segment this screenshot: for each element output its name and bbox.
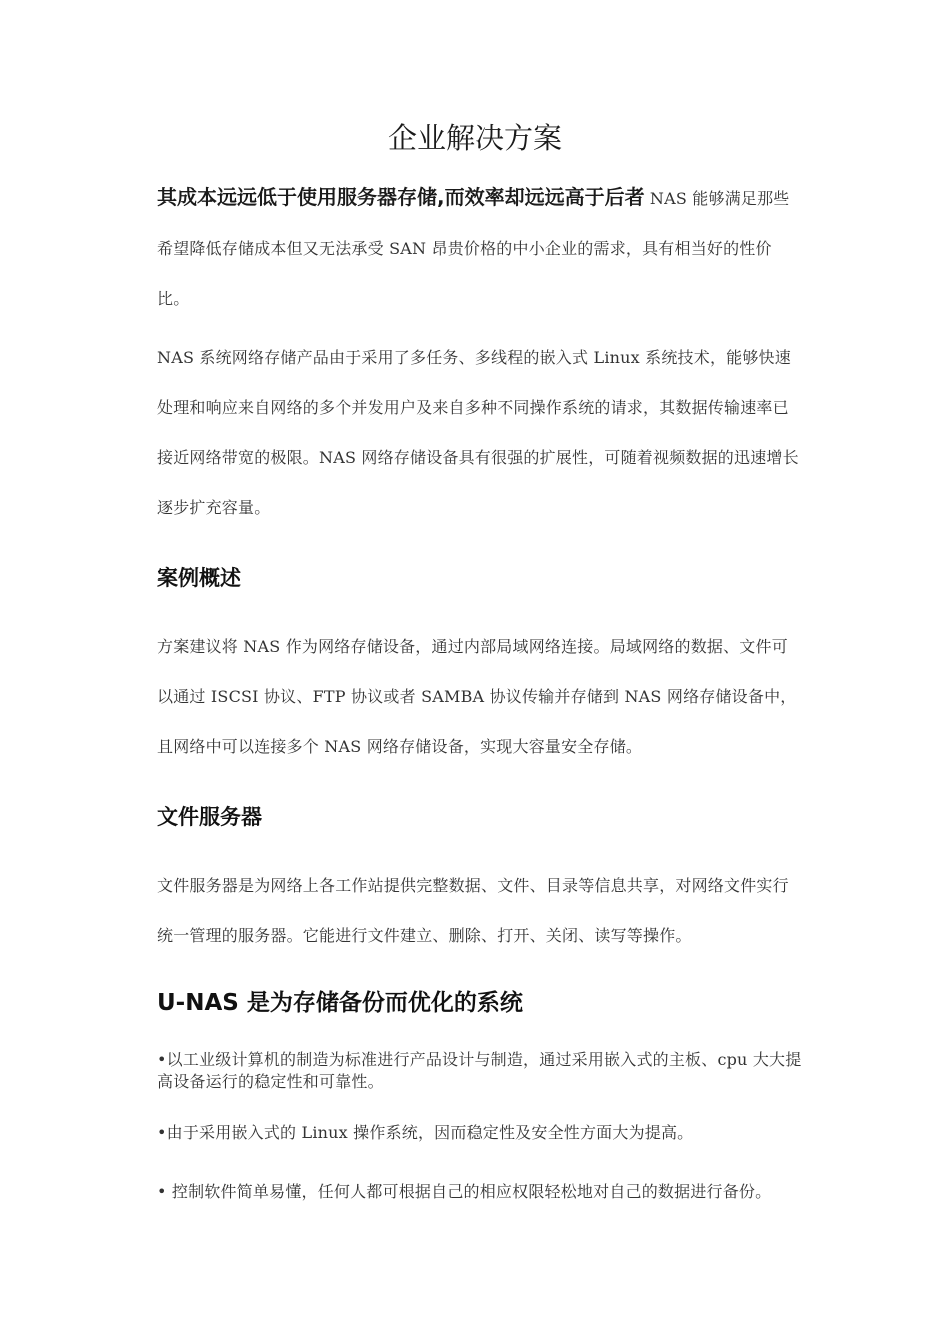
- case-overview-paragraph: 方案建议将 NAS 作为网络存储设备，通过内部局域网络连接。局域网络的数据、文件可以通过 ISCSI 协议、FTP 协议或者 SAMBA 协议传输并存储到 NAS 网络存储设备中，且网络中可以连接多个 NAS 网络存储设备，实现大容量安全存储。: [157, 637, 797, 756]
- unas-heading: U-NAS 是为存储备份而优化的系统: [157, 990, 523, 1016]
- unas-bullet-item: • 控制软件简单易懂，任何人都可根据自己的相应权限轻松地对自己的数据进行备份。: [157, 1182, 772, 1201]
- intro-paragraph: [157, 172, 802, 324]
- intro-rest-text: NAS 能够满足那些希望降低存储成本但又无法承受 SAN 昂贵价格的中小企业的需求，具有相当好的性价比。: [157, 189, 790, 308]
- unas-bullet-item: •由于采用嵌入式的 Linux 操作系统，因而稳定性及安全性方面大为提高。: [157, 1123, 694, 1142]
- file-server-heading: 文件服务器: [157, 805, 262, 829]
- nas-system-paragraph: NAS 系统网络存储产品由于采用了多任务、多线程的嵌入式 Linux 系统技术，能够快速处理和响应来自网络的多个并发用户及来自多种不同操作系统的请求，其数据传输速率已接近网络带宽的极限。NAS 网络存储设备具有很强的扩展性，可随着视频数据的迅速增长逐步扩充容量。: [157, 348, 799, 517]
- document-title: 企业解决方案: [387, 121, 562, 155]
- file-server-paragraph: 文件服务器是为网络上各工作站提供完整数据、文件、目录等信息共享，对网络文件实行统一管理的服务器。它能进行文件建立、删除、打开、关闭、读写等操作。: [157, 876, 789, 945]
- unas-bullet-item: •以工业级计算机的制造为标准进行产品设计与制造，通过采用嵌入式的主板、cpu 大大提高设备运行的稳定性和可靠性。: [157, 1050, 802, 1091]
- case-overview-heading: 案例概述: [157, 566, 241, 590]
- intro-lead-text: 其成本远远低于使用服务器存储,而效率却远远高于后者: [157, 185, 645, 209]
